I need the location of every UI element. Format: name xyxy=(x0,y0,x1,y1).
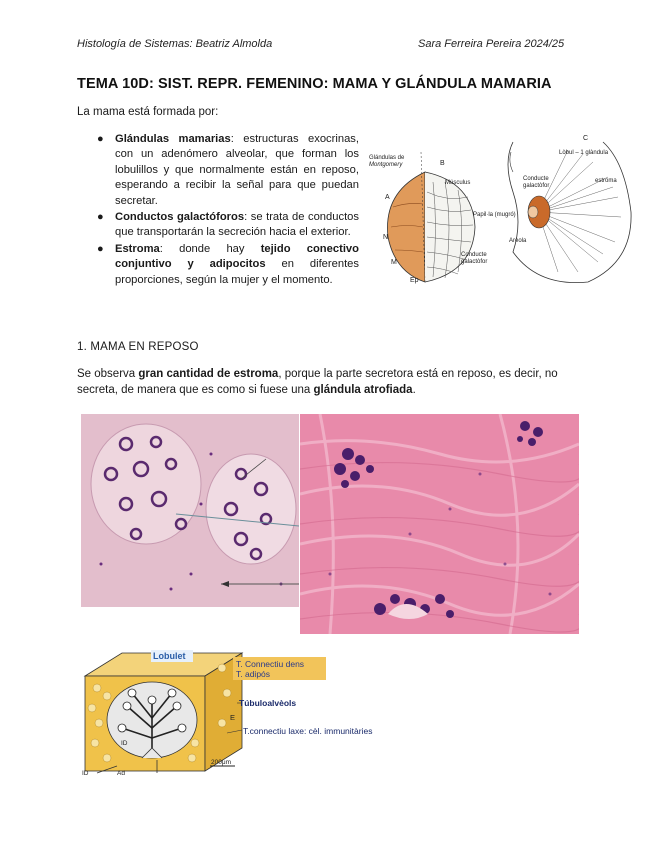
label-estroma: estroma xyxy=(595,178,617,184)
label-Ep: Ep xyxy=(410,277,419,284)
label-adipos: T. adipós xyxy=(236,669,271,679)
label-conducte: Conducte xyxy=(461,252,487,258)
header-left: Histología de Sistemas: Beatriz Almolda xyxy=(77,38,273,50)
label-B: B xyxy=(440,160,445,167)
label-areola: Arèola xyxy=(509,238,527,244)
label-connectiu-dens: T. Connectiu dens xyxy=(236,659,305,669)
definition: : estructuras exocrinas, con un adenómero alveolar, que forman los lobulillos y que normalmente están en reposo, esperando a recibir la señal para que puedan secretar. xyxy=(115,133,359,207)
section-heading: 1. MAMA EN REPOSO xyxy=(77,341,199,353)
label-ad: Ad xyxy=(117,770,125,777)
intro-text: La mama está formada por: xyxy=(77,106,219,118)
label-N: N xyxy=(383,234,389,241)
bold-run: gran cantidad de estroma xyxy=(138,368,279,380)
term: tejido conectivo conjuntivo y adipocitos xyxy=(115,242,359,271)
list-item xyxy=(97,242,359,288)
lobule-3d-diagram xyxy=(77,648,422,778)
label-lobuli: Lòbul – 1 glàndula xyxy=(559,150,609,156)
bullet-icon: ● xyxy=(97,242,104,255)
label-M: M xyxy=(391,259,397,266)
bullet-list xyxy=(97,132,359,289)
label-A: A xyxy=(385,194,390,201)
definition: : se trata de conductos que transportarán la secreción hacia el exterior. xyxy=(115,211,359,239)
header-right: Sara Ferreira Pereira 2024/25 xyxy=(418,38,565,50)
label-id-inner: ID xyxy=(121,740,128,747)
term: Estroma xyxy=(115,242,160,255)
text-run: , porque la parte secretora está en reposo, es decir, no secreta, de manera que es como si fuese una xyxy=(77,368,558,396)
scale-bar-label: 200μm xyxy=(211,759,232,766)
histology-photo-low-mag xyxy=(81,414,299,607)
label-C: C xyxy=(583,135,589,142)
label-lobulet: Lobulet xyxy=(153,651,186,661)
label-E: E xyxy=(230,713,236,722)
label-papila: Papil·la (mugró) xyxy=(473,212,516,218)
breast-anatomy-diagram xyxy=(363,132,641,292)
list-item xyxy=(97,210,359,241)
term: Glándulas mamarias xyxy=(115,133,231,145)
label-conducte-b: galactòfor xyxy=(461,259,488,265)
bold-run: glándula atrofiada xyxy=(313,384,413,396)
label-musculus: Músculus xyxy=(445,180,471,186)
list-item xyxy=(97,132,359,209)
bullet-icon: ● xyxy=(97,211,104,224)
section-paragraph xyxy=(77,366,582,398)
label-tubuloalveols: Túbuloalvèols xyxy=(239,698,297,708)
definition: : donde hay xyxy=(159,242,261,255)
term: Conductos galactóforos xyxy=(115,211,245,224)
label-glandulas: Glándulas de xyxy=(369,155,405,161)
label-glandulas-2: Montgomery xyxy=(369,162,403,168)
label-id: ID xyxy=(82,770,89,777)
label-connectiu-laxe: T.connectiu laxe: cèl. immunitàries xyxy=(243,726,373,736)
text-run: Se observa xyxy=(77,368,139,380)
label-conducte-2: Conducte xyxy=(523,176,549,182)
bullet-icon: ● xyxy=(97,133,104,145)
label-conducte-2b: galactòfor xyxy=(523,183,550,189)
histology-photo-he xyxy=(300,414,579,634)
definition: en diferentes proporciones, según la mujer y el momento. xyxy=(115,258,360,286)
page-title: TEMA 10D: SIST. REPR. FEMENINO: MAMA Y GLÁNDULA MAMARIA xyxy=(77,76,552,92)
text-run: . xyxy=(412,384,416,396)
